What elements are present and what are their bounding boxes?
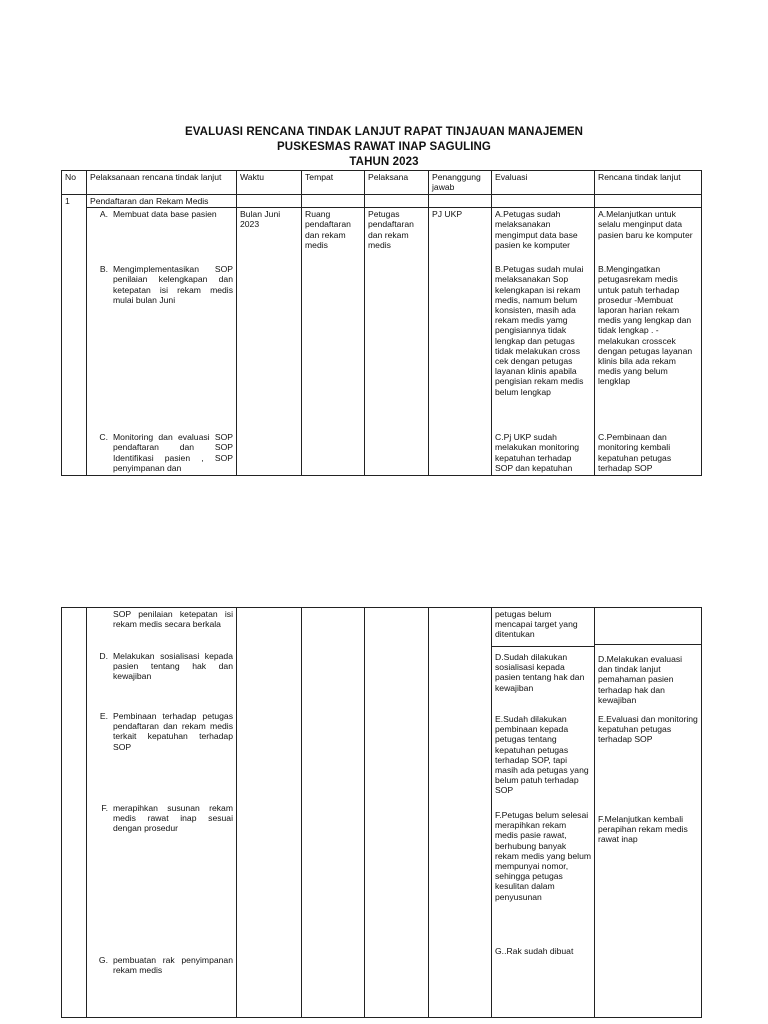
list-item (90, 803, 233, 955)
item-letter: F. (101, 803, 108, 813)
header-penanggung: Penanggung jawab (429, 171, 492, 195)
tempat-cell: Ruang pendaftaran dan rekam medis (302, 208, 365, 476)
rencana-cell (595, 608, 702, 1018)
list-item (90, 955, 233, 995)
doc-title-line2: PUSKESMAS RAWAT INAP SAGULING (277, 141, 491, 153)
item-text: Melakukan sosialisasi kepada pasien tentang hak dan kewajiban (113, 651, 233, 682)
waktu-cell: Bulan Juni 2023 (237, 208, 302, 476)
section-label: Pendaftaran dan Rekam Medis (87, 195, 237, 208)
item-letter: G. (98, 955, 108, 965)
continued-evaluasi: petugas belum mencapai target yang ditentukan (492, 608, 594, 647)
item-letter: A. (99, 209, 108, 220)
list-item (90, 432, 233, 474)
doc-title-line1: EVALUASI RENCANA TINDAK LANJUT RAPAT TINJAUAN MANAJEMEN (185, 126, 583, 138)
section-no: 1 (62, 195, 87, 208)
evaluasi-cell (492, 608, 595, 1018)
pelaksana-cell: Petugas pendaftaran dan rekam medis (365, 208, 429, 476)
item-text: Pembinaan terhadap petugas pendaftaran dan rekam medis terkait kepatuhan terhadap SOP (113, 711, 233, 752)
rencana-g (595, 950, 701, 980)
header-pelaksana: Pelaksana (365, 171, 429, 195)
section-row (62, 195, 702, 208)
header-pelaksanaan: Pelaksanaan rencana tindak lanjut (87, 171, 237, 195)
header-evaluasi: Evaluasi (492, 171, 595, 195)
pelaksanaan-cell (87, 608, 237, 1018)
item-letter: E. (99, 711, 108, 721)
table-row (62, 608, 702, 1018)
item-text: Mengimplementasikan SOP penilaian kelengkapan dan ketepatan isi rekam medis mulai bulan Juni (113, 264, 233, 305)
evaluasi-c: C.Pj UKP sudah melakukan monitoring kepatuhan terhadap SOP dan kepatuhan (495, 432, 580, 473)
rencana-c: C.Pembinaan dan monitoring kembali kepatuhan petugas terhadap SOP (598, 432, 672, 473)
table-row (62, 208, 702, 476)
item-letter: D. (99, 651, 108, 661)
empty-cell (429, 608, 492, 1018)
penanggung-cell: PJ UKP (429, 208, 492, 476)
list-item (90, 209, 233, 264)
evaluasi-f: F.Petugas belum selesai merapihkan rekam medis pasie rawat, berhubung banyak rekam medis yang belum mempunyai nomor, sehingga petugas kesulitan dalam penyusunan (495, 810, 592, 902)
empty-cell (62, 208, 87, 476)
header-tempat: Tempat (302, 171, 365, 195)
item-text: Monitoring dan evaluasi SOP pendaftaran dan SOP Identifikasi pasien , SOP penyimpanan dan (113, 432, 233, 473)
empty-cell (237, 195, 302, 208)
evaluation-table-page1 (61, 170, 702, 476)
header-waktu: Waktu (237, 171, 302, 195)
evaluasi-b: B.Petugas sudah mulai melaksanakan Sop kelengkapan isi rekam medis, namum belum konsisten, masih ada rekam medis yamg pengisiannya tidak lengkap dan petugas tidak melakukan cross cek dengan petugas layanan klinis apabila pengisian rekam medis belum lengkap (495, 264, 584, 397)
evaluasi-cell (492, 208, 595, 476)
empty-cell (492, 195, 595, 208)
rencana-a: A.Melanjutkan untuk selalu menginput data pasien baru ke komputer (598, 209, 693, 240)
rencana-d: D.Melakukan evaluasi dan tindak lanjut pemahaman pasien terhadap hak dan kewajiban (598, 654, 683, 705)
evaluasi-g: G..Rak sudah dibuat (495, 946, 574, 956)
empty-cell (302, 608, 365, 1018)
list-item (90, 651, 233, 711)
empty-cell (595, 195, 702, 208)
item-letter: B. (99, 264, 108, 275)
header-rencana: Rencana tindak lanjut (595, 171, 702, 195)
evaluasi-d: D.Sudah dilakukan sosialisasi kepada pasien tentang hak dan kewajiban (495, 652, 585, 693)
rencana-e: E.Evaluasi dan monitoring kepatuhan petugas terhadap SOP (598, 714, 698, 745)
empty-cell (595, 608, 701, 645)
evaluation-table-page2 (61, 607, 702, 1018)
item-letter: C. (99, 432, 108, 443)
item-text: Membuat data base pasien (113, 209, 217, 220)
empty-cell (302, 195, 365, 208)
empty-cell (365, 195, 429, 208)
evaluasi-a: A.Petugas sudah melaksanakan mengimput data base pasien ke komputer (495, 209, 578, 250)
list-item (90, 711, 233, 803)
item-text: pembuatan rak penyimpanan rekam medis (113, 955, 233, 976)
item-text: merapihkan susunan rekam medis rawat inap sesuai dengan prosedur (113, 803, 233, 834)
rencana-b: B.Mengingatkan petugasrekam medis untuk patuh terhadap prosedur -Membuat laporan harian rekam medis yang lengkap dan tidak lengkap . -melakukan crosscek dengan petugas layanan klinis bila ada rekam medis yang belum lengklap (598, 264, 693, 387)
evaluasi-e: E.Sudah dilakukan pembinaan kepada petugas tentang kepatuhan petugas terhadap SOP, tapi masih ada petugas yang belum patuh terhadap SOP (495, 714, 589, 796)
continued-text: SOP penilaian ketepatan isi rekam medis secara berkala (113, 609, 233, 630)
header-no: No (62, 171, 87, 195)
empty-cell (365, 608, 429, 1018)
table-header-row (62, 171, 702, 195)
empty-cell (429, 195, 492, 208)
rencana-cell (595, 208, 702, 476)
rencana-f: F.Melanjutkan kembali perapihan rekam medis rawat inap (598, 814, 688, 845)
empty-cell (237, 608, 302, 1018)
pelaksanaan-cell (87, 208, 237, 476)
list-item (90, 264, 233, 432)
empty-cell (62, 608, 87, 1018)
doc-title-line3: TAHUN 2023 (349, 156, 419, 168)
